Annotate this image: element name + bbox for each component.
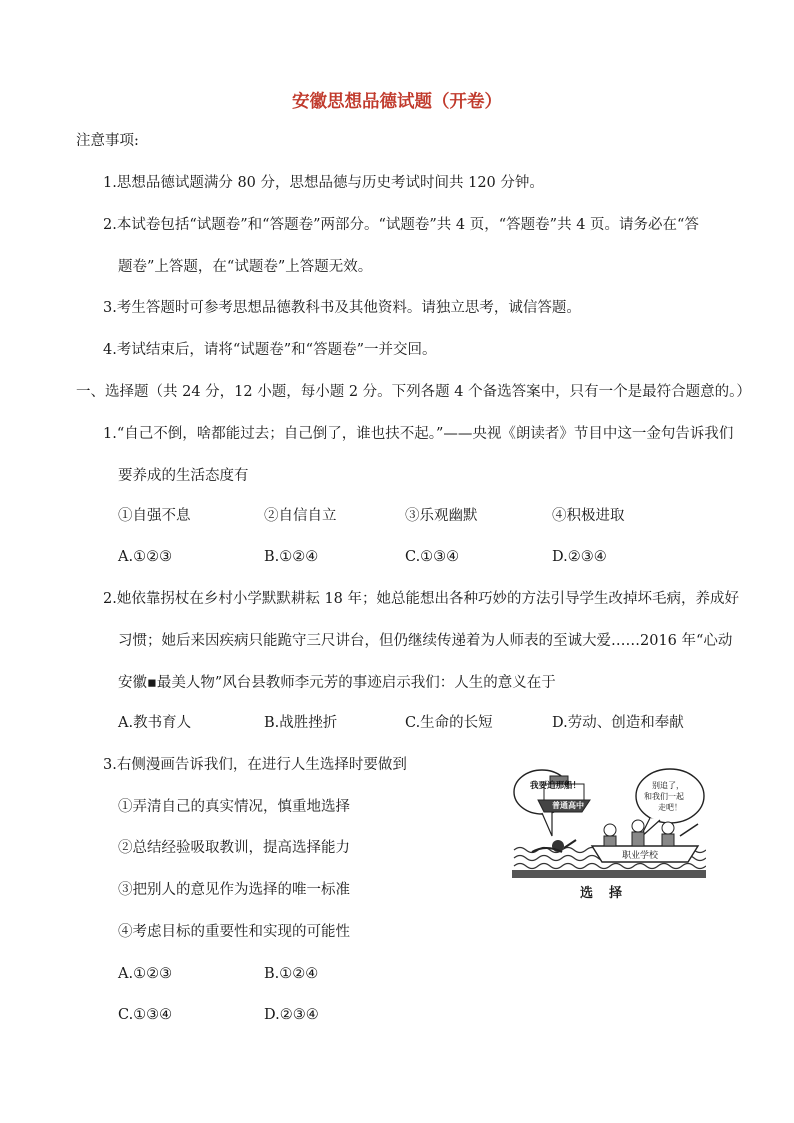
q1-option-b: B.①②④ [264,549,319,565]
cartoon-drawing [512,766,706,878]
notice-item-3: 3.考生答题时可参考思想品德教科书及其他资料。请独立思考，诚信答题。 [103,300,581,316]
q3-stem: 3.右侧漫画告诉我们，在进行人生选择时要做到 [103,757,407,773]
left-bubble-text: 我要追那船！ [530,781,582,791]
boat-label: 职业学校 [622,851,659,861]
q3-option-a: A.①②③ [118,966,173,982]
q1-statement-3: ③乐观幽默 [405,508,478,524]
q3-statement-3: ③把别人的意见作为选择的唯一标准 [118,882,350,898]
choice-cartoon [512,766,706,898]
q2-option-b: B.战胜挫折 [264,715,338,731]
q2-option-c: C.生命的长短 [405,715,493,731]
notice-item-2-cont: 题卷”上答题，在“试题卷”上答题无效。 [118,259,373,275]
q1-stem: 1.“自己不倒，啥都能过去；自己倒了，谁也扶不起。”——央视《朗读者》节目中这一金句告诉我们 [103,426,734,442]
q1-statement-1: ①自强不息 [118,508,191,524]
q2-stem-cont-2: 安徽▪最美人物”风台县教师李元芳的事迹启示我们：人生的意义在于 [118,675,556,691]
notice-item-4: 4.考试结束后，请将“试题卷”和“答题卷”一并交回。 [103,342,437,358]
q1-option-c: C.①③④ [405,549,460,565]
page-title: 安徽思想品德试题（开卷） [292,92,502,112]
q1-statement-4: ④积极进取 [552,508,625,524]
q1-option-d: D.②③④ [552,549,607,565]
q2-stem-cont-1: 习惯；她后来因疾病只能跪守三尺讲台，但仍继续传递着为人师表的至诚大爱……2016 年“心动 [118,633,733,649]
q2-stem: 2.她依靠拐杖在乡村小学默默耕耘 18 年；她总能想出各种巧妙的方法引导学生改掉坏毛病，养成好 [103,591,739,607]
notice-heading: 注意事项: [76,133,139,149]
q3-statement-4: ④考虑目标的重要性和实现的可能性 [118,924,350,940]
section-heading: 一、选择题（共 24 分，12 小题，每小题 2 分。下列各题 4 个备选答案中，只有一个是最符合题意的。） [76,384,751,400]
right-bubble-line-3: 走吧！ [658,803,682,812]
q1-statement-2: ②自信自立 [264,508,337,524]
q3-option-d: D.②③④ [264,1007,319,1023]
q2-option-d: D.劳动、创造和奉献 [552,715,684,731]
ship-label: 普通高中 [552,801,584,810]
q1-stem-cont: 要养成的生活态度有 [118,468,249,484]
q3-statement-2: ②总结经验吸取教训，提高选择能力 [118,840,350,856]
cartoon-caption: 选择 [579,886,638,901]
q3-statement-1: ①弄清自己的真实情况，慎重地选择 [118,799,350,815]
q2-option-a: A.教书育人 [118,715,192,731]
q3-option-b: B.①②④ [264,966,319,982]
notice-item-2: 2.本试卷包括“试题卷”和“答题卷”两部分。“试题卷”共 4 页，“答题卷”共 4 页。请务必在“答 [103,217,699,233]
water-base [512,870,706,878]
notice-item-1: 1.思想品德试题满分 80 分，思想品德与历史考试时间共 120 分钟。 [103,175,544,191]
q3-option-c: C.①③④ [118,1007,173,1023]
right-bubble-line-2: 和我们一起 [644,792,684,801]
q1-option-a: A.①②③ [118,549,173,565]
right-bubble-line-1: 别追了， [652,781,684,790]
